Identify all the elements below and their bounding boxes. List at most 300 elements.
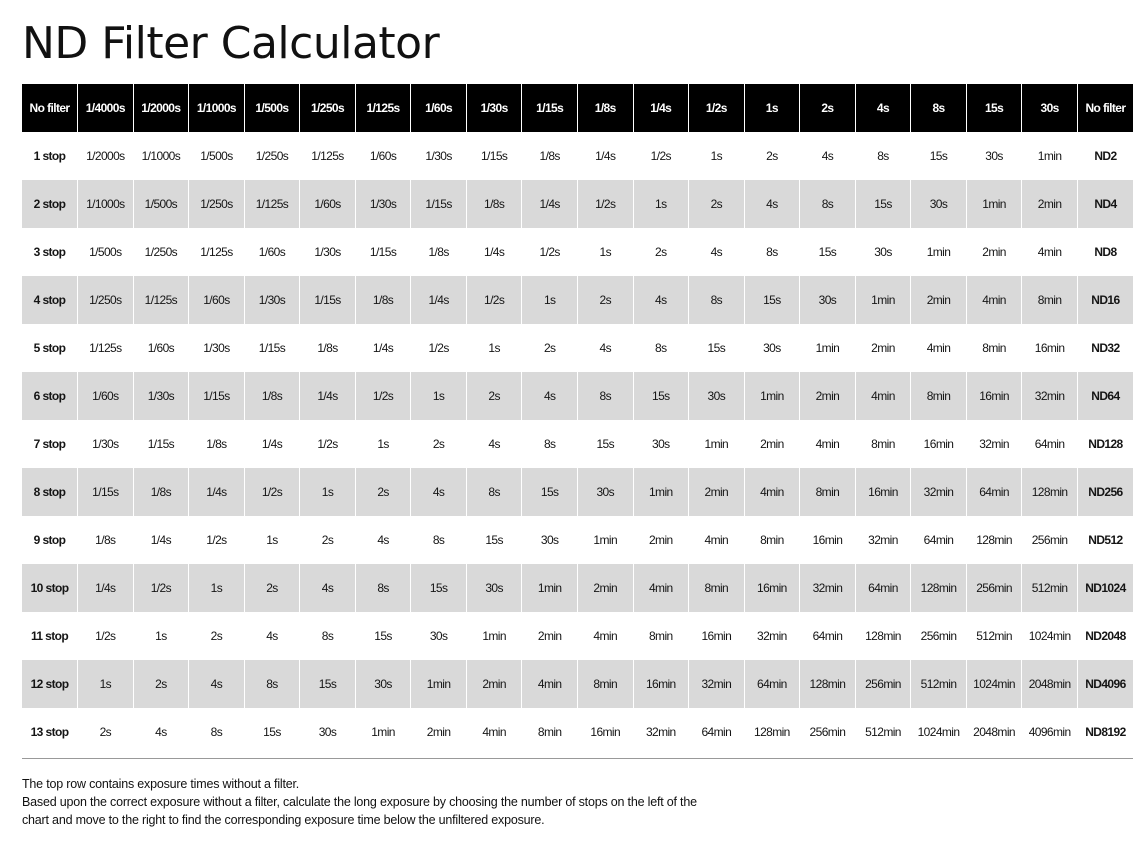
exposure-cell: 15s [855, 180, 911, 228]
exposure-cell: 4min [466, 708, 522, 756]
exposure-cell: 30s [411, 612, 467, 660]
exposure-cell: 8s [300, 612, 356, 660]
exposure-cell: 32min [744, 612, 800, 660]
exposure-cell: 15s [466, 516, 522, 564]
exposure-cell: 8s [855, 132, 911, 180]
exposure-cell: 30s [355, 660, 411, 708]
exposure-cell: 1/8s [411, 228, 467, 276]
table-body [22, 132, 1133, 756]
exposure-cell: 8s [189, 708, 245, 756]
exposure-cell: 1min [689, 420, 745, 468]
stop-label: 7 stop [22, 420, 78, 468]
exposure-cell: 16min [689, 612, 745, 660]
exposure-cell: 1/60s [189, 276, 245, 324]
exposure-cell: 64min [689, 708, 745, 756]
exposure-cell: 1/2s [355, 372, 411, 420]
exposure-cell: 1/500s [189, 132, 245, 180]
exposure-cell: 30s [522, 516, 578, 564]
exposure-cell: 1/125s [78, 324, 134, 372]
footnote [22, 775, 1022, 829]
exposure-cell: 30s [577, 468, 633, 516]
exposure-cell: 1/2s [244, 468, 300, 516]
exposure-cell: 1/15s [244, 324, 300, 372]
exposure-cell: 1s [633, 180, 689, 228]
exposure-cell: 2s [300, 516, 356, 564]
exposure-cell: 15s [522, 468, 578, 516]
exposure-cell: 15s [300, 660, 356, 708]
exposure-cell: 15s [244, 708, 300, 756]
exposure-cell: 2s [633, 228, 689, 276]
exposure-cell: 32min [689, 660, 745, 708]
exposure-cell: 8s [522, 420, 578, 468]
exposure-cell: 8s [466, 468, 522, 516]
table-row [22, 276, 1133, 324]
column-header: 1/60s [411, 84, 467, 132]
exposure-cell: 15s [355, 612, 411, 660]
nd-label: ND64 [1077, 372, 1133, 420]
exposure-cell: 1/125s [133, 276, 189, 324]
exposure-cell: 8s [633, 324, 689, 372]
exposure-cell: 16min [1022, 324, 1078, 372]
exposure-cell: 16min [744, 564, 800, 612]
exposure-cell: 128min [855, 612, 911, 660]
exposure-cell: 2s [466, 372, 522, 420]
stop-label: 10 stop [22, 564, 78, 612]
exposure-cell: 2s [689, 180, 745, 228]
column-header: 30s [1022, 84, 1078, 132]
exposure-cell: 2min [966, 228, 1022, 276]
stop-label: 2 stop [22, 180, 78, 228]
exposure-cell: 4s [355, 516, 411, 564]
exposure-cell: 16min [966, 372, 1022, 420]
exposure-cell: 1s [244, 516, 300, 564]
column-header: 1/250s [300, 84, 356, 132]
column-header: 15s [966, 84, 1022, 132]
exposure-cell: 1min [800, 324, 856, 372]
exposure-cell: 8min [966, 324, 1022, 372]
exposure-cell: 30s [966, 132, 1022, 180]
exposure-cell: 1/60s [244, 228, 300, 276]
exposure-cell: 4min [1022, 228, 1078, 276]
stop-label: 11 stop [22, 612, 78, 660]
footnote-line-2: Based upon the correct exposure without a filter, calculate the long exposure by choosing the number of stops on the left of the [22, 795, 697, 809]
table-row [22, 228, 1133, 276]
footnote-line-1: The top row contains exposure times without a filter. [22, 777, 300, 791]
exposure-cell: 4s [411, 468, 467, 516]
exposure-cell: 1/125s [300, 132, 356, 180]
exposure-cell: 4min [744, 468, 800, 516]
exposure-cell: 4min [577, 612, 633, 660]
exposure-cell: 1s [78, 660, 134, 708]
exposure-cell: 1/2s [633, 132, 689, 180]
exposure-cell: 2min [855, 324, 911, 372]
exposure-cell: 1s [466, 324, 522, 372]
column-header: 4s [855, 84, 911, 132]
exposure-cell: 4s [522, 372, 578, 420]
exposure-cell: 1/250s [133, 228, 189, 276]
exposure-cell: 2min [911, 276, 967, 324]
column-header: No filter [1077, 84, 1133, 132]
exposure-cell: 1/15s [133, 420, 189, 468]
exposure-cell: 1/8s [300, 324, 356, 372]
exposure-cell: 1/2s [189, 516, 245, 564]
exposure-cell: 16min [911, 420, 967, 468]
exposure-cell: 8min [689, 564, 745, 612]
table-row [22, 132, 1133, 180]
exposure-cell: 4s [633, 276, 689, 324]
exposure-cell: 1min [744, 372, 800, 420]
exposure-cell: 1/500s [133, 180, 189, 228]
exposure-cell: 1/2000s [78, 132, 134, 180]
exposure-cell: 2048min [1022, 660, 1078, 708]
exposure-cell: 2min [633, 516, 689, 564]
exposure-cell: 2s [78, 708, 134, 756]
nd-label: ND256 [1077, 468, 1133, 516]
column-header: 1/4000s [78, 84, 134, 132]
exposure-cell: 1/30s [78, 420, 134, 468]
exposure-cell: 1/1000s [133, 132, 189, 180]
exposure-cell: 32min [800, 564, 856, 612]
column-header: 1s [744, 84, 800, 132]
exposure-cell: 2min [1022, 180, 1078, 228]
exposure-cell: 1min [577, 516, 633, 564]
exposure-cell: 1min [522, 564, 578, 612]
exposure-cell: 1/15s [355, 228, 411, 276]
nd-label: ND1024 [1077, 564, 1133, 612]
exposure-cell: 8s [577, 372, 633, 420]
nd-label: ND4 [1077, 180, 1133, 228]
exposure-cell: 2min [577, 564, 633, 612]
exposure-cell: 4min [855, 372, 911, 420]
exposure-cell: 30s [855, 228, 911, 276]
exposure-cell: 1min [355, 708, 411, 756]
exposure-cell: 1/8s [78, 516, 134, 564]
exposure-cell: 32min [966, 420, 1022, 468]
column-header: 1/8s [577, 84, 633, 132]
exposure-cell: 1/250s [78, 276, 134, 324]
exposure-cell: 30s [689, 372, 745, 420]
exposure-cell: 8min [800, 468, 856, 516]
column-header: 1/4s [633, 84, 689, 132]
exposure-cell: 1min [1022, 132, 1078, 180]
table-row [22, 420, 1133, 468]
exposure-cell: 8s [744, 228, 800, 276]
exposure-cell: 4s [244, 612, 300, 660]
exposure-cell: 128min [1022, 468, 1078, 516]
exposure-cell: 4min [800, 420, 856, 468]
exposure-cell: 4min [966, 276, 1022, 324]
exposure-cell: 512min [855, 708, 911, 756]
exposure-cell: 1024min [966, 660, 1022, 708]
exposure-cell: 1/8s [466, 180, 522, 228]
exposure-cell: 1/8s [244, 372, 300, 420]
exposure-cell: 4min [633, 564, 689, 612]
exposure-cell: 1/4s [577, 132, 633, 180]
exposure-cell: 1/30s [133, 372, 189, 420]
exposure-cell: 8s [689, 276, 745, 324]
exposure-cell: 64min [800, 612, 856, 660]
exposure-cell: 4096min [1022, 708, 1078, 756]
exposure-cell: 30s [744, 324, 800, 372]
nd-label: ND2048 [1077, 612, 1133, 660]
exposure-cell: 1/2s [78, 612, 134, 660]
column-header: 1/500s [244, 84, 300, 132]
exposure-cell: 1/8s [522, 132, 578, 180]
exposure-cell: 64min [744, 660, 800, 708]
exposure-cell: 1/30s [411, 132, 467, 180]
exposure-cell: 1/500s [78, 228, 134, 276]
table-row [22, 708, 1133, 756]
nd-filter-table [22, 84, 1133, 756]
column-header: 1/15s [522, 84, 578, 132]
exposure-cell: 2min [744, 420, 800, 468]
nd-label: ND8192 [1077, 708, 1133, 756]
nd-label: ND16 [1077, 276, 1133, 324]
exposure-cell: 1min [855, 276, 911, 324]
exposure-cell: 2s [189, 612, 245, 660]
exposure-cell: 1024min [911, 708, 967, 756]
stop-label: 12 stop [22, 660, 78, 708]
exposure-cell: 8s [244, 660, 300, 708]
exposure-cell: 1/30s [244, 276, 300, 324]
exposure-cell: 1s [189, 564, 245, 612]
exposure-cell: 1s [133, 612, 189, 660]
exposure-cell: 2min [689, 468, 745, 516]
column-header: 8s [911, 84, 967, 132]
exposure-cell: 2s [244, 564, 300, 612]
exposure-cell: 16min [577, 708, 633, 756]
nd-label: ND32 [1077, 324, 1133, 372]
exposure-cell: 1/15s [78, 468, 134, 516]
column-header: 2s [800, 84, 856, 132]
exposure-cell: 1s [577, 228, 633, 276]
nd-label: ND512 [1077, 516, 1133, 564]
exposure-cell: 8min [1022, 276, 1078, 324]
exposure-cell: 2min [411, 708, 467, 756]
page-title: ND Filter Calculator [22, 18, 440, 69]
exposure-cell: 15s [633, 372, 689, 420]
exposure-cell: 8min [911, 372, 967, 420]
exposure-cell: 1min [466, 612, 522, 660]
exposure-cell: 32min [1022, 372, 1078, 420]
table-row [22, 324, 1133, 372]
exposure-cell: 128min [966, 516, 1022, 564]
exposure-cell: 8min [522, 708, 578, 756]
exposure-cell: 4s [300, 564, 356, 612]
exposure-cell: 1/2s [577, 180, 633, 228]
exposure-cell: 1/2s [522, 228, 578, 276]
exposure-cell: 1/4s [244, 420, 300, 468]
exposure-cell: 1/8s [189, 420, 245, 468]
stop-label: 4 stop [22, 276, 78, 324]
exposure-cell: 16min [800, 516, 856, 564]
exposure-cell: 8s [800, 180, 856, 228]
column-header: 1/30s [466, 84, 522, 132]
exposure-cell: 1s [689, 132, 745, 180]
exposure-cell: 1/4s [189, 468, 245, 516]
exposure-cell: 2min [800, 372, 856, 420]
exposure-cell: 1min [966, 180, 1022, 228]
exposure-cell: 1/60s [355, 132, 411, 180]
exposure-cell: 256min [911, 612, 967, 660]
exposure-cell: 1/2s [411, 324, 467, 372]
column-header: 1/2000s [133, 84, 189, 132]
exposure-cell: 15s [744, 276, 800, 324]
exposure-cell: 30s [800, 276, 856, 324]
stop-label: 1 stop [22, 132, 78, 180]
exposure-cell: 2s [133, 660, 189, 708]
exposure-cell: 8min [633, 612, 689, 660]
exposure-cell: 256min [800, 708, 856, 756]
exposure-cell: 2s [744, 132, 800, 180]
column-header: 1/2s [689, 84, 745, 132]
table-bottom-rule [22, 758, 1133, 759]
stop-label: 3 stop [22, 228, 78, 276]
exposure-cell: 1min [411, 660, 467, 708]
table-row [22, 612, 1133, 660]
exposure-cell: 256min [1022, 516, 1078, 564]
exposure-cell: 4min [689, 516, 745, 564]
exposure-cell: 256min [966, 564, 1022, 612]
exposure-cell: 256min [855, 660, 911, 708]
exposure-cell: 15s [577, 420, 633, 468]
exposure-cell: 4s [189, 660, 245, 708]
exposure-cell: 1/4s [466, 228, 522, 276]
nd-label: ND128 [1077, 420, 1133, 468]
footnote-line-3: chart and move to the right to find the corresponding exposure time below the unfiltered exposure. [22, 813, 545, 827]
exposure-cell: 1024min [1022, 612, 1078, 660]
exposure-cell: 4min [522, 660, 578, 708]
table-row [22, 516, 1133, 564]
exposure-cell: 1/4s [78, 564, 134, 612]
exposure-cell: 128min [911, 564, 967, 612]
exposure-cell: 32min [633, 708, 689, 756]
exposure-cell: 64min [911, 516, 967, 564]
table-row [22, 180, 1133, 228]
exposure-cell: 1/60s [133, 324, 189, 372]
exposure-cell: 1/2s [300, 420, 356, 468]
exposure-cell: 1/60s [300, 180, 356, 228]
exposure-cell: 15s [911, 132, 967, 180]
exposure-cell: 4s [133, 708, 189, 756]
exposure-cell: 2s [411, 420, 467, 468]
exposure-cell: 8s [355, 564, 411, 612]
exposure-cell: 4s [800, 132, 856, 180]
table-row [22, 372, 1133, 420]
exposure-cell: 2min [466, 660, 522, 708]
exposure-cell: 512min [911, 660, 967, 708]
exposure-cell: 4s [689, 228, 745, 276]
exposure-cell: 64min [966, 468, 1022, 516]
exposure-cell: 30s [466, 564, 522, 612]
exposure-cell: 1/60s [78, 372, 134, 420]
exposure-cell: 8s [411, 516, 467, 564]
exposure-cell: 1/125s [189, 228, 245, 276]
exposure-cell: 4s [577, 324, 633, 372]
exposure-cell: 1min [911, 228, 967, 276]
exposure-cell: 8min [577, 660, 633, 708]
exposure-cell: 512min [1022, 564, 1078, 612]
stop-label: 6 stop [22, 372, 78, 420]
nd-label: ND2 [1077, 132, 1133, 180]
stop-label: 9 stop [22, 516, 78, 564]
exposure-cell: 16min [855, 468, 911, 516]
exposure-cell: 1/2s [133, 564, 189, 612]
exposure-cell: 8min [855, 420, 911, 468]
exposure-cell: 2s [522, 324, 578, 372]
exposure-cell: 1/125s [244, 180, 300, 228]
exposure-cell: 512min [966, 612, 1022, 660]
column-header: No filter [22, 84, 78, 132]
exposure-cell: 1/2s [466, 276, 522, 324]
exposure-cell: 2048min [966, 708, 1022, 756]
exposure-cell: 1min [633, 468, 689, 516]
exposure-cell: 128min [744, 708, 800, 756]
stop-label: 8 stop [22, 468, 78, 516]
exposure-cell: 15s [411, 564, 467, 612]
exposure-cell: 2min [522, 612, 578, 660]
exposure-cell: 1s [522, 276, 578, 324]
exposure-cell: 1/15s [189, 372, 245, 420]
exposure-cell: 30s [633, 420, 689, 468]
exposure-cell: 15s [800, 228, 856, 276]
exposure-cell: 1/15s [300, 276, 356, 324]
exposure-cell: 1/4s [133, 516, 189, 564]
exposure-cell: 1/250s [244, 132, 300, 180]
exposure-cell: 1s [411, 372, 467, 420]
exposure-cell: 4s [744, 180, 800, 228]
exposure-cell: 1/4s [522, 180, 578, 228]
column-header: 1/1000s [189, 84, 245, 132]
exposure-cell: 1/15s [466, 132, 522, 180]
exposure-cell: 1/30s [300, 228, 356, 276]
exposure-cell: 1/30s [189, 324, 245, 372]
exposure-cell: 128min [800, 660, 856, 708]
exposure-cell: 1/1000s [78, 180, 134, 228]
stop-label: 5 stop [22, 324, 78, 372]
exposure-cell: 32min [911, 468, 967, 516]
exposure-cell: 1/4s [355, 324, 411, 372]
table-header-row [22, 84, 1133, 132]
table-row [22, 660, 1133, 708]
exposure-cell: 1/8s [355, 276, 411, 324]
exposure-cell: 15s [689, 324, 745, 372]
exposure-cell: 1/250s [189, 180, 245, 228]
exposure-cell: 1/4s [300, 372, 356, 420]
exposure-cell: 2s [577, 276, 633, 324]
exposure-cell: 30s [300, 708, 356, 756]
exposure-cell: 1/30s [355, 180, 411, 228]
nd-label: ND4096 [1077, 660, 1133, 708]
exposure-cell: 1/8s [133, 468, 189, 516]
exposure-cell: 32min [855, 516, 911, 564]
exposure-cell: 4s [466, 420, 522, 468]
exposure-cell: 1s [300, 468, 356, 516]
exposure-cell: 4min [911, 324, 967, 372]
nd-label: ND8 [1077, 228, 1133, 276]
column-header: 1/125s [355, 84, 411, 132]
exposure-cell: 1/4s [411, 276, 467, 324]
exposure-cell: 2s [355, 468, 411, 516]
exposure-cell: 64min [855, 564, 911, 612]
exposure-cell: 8min [744, 516, 800, 564]
exposure-cell: 30s [911, 180, 967, 228]
exposure-cell: 1/15s [411, 180, 467, 228]
table-row [22, 564, 1133, 612]
stop-label: 13 stop [22, 708, 78, 756]
exposure-cell: 64min [1022, 420, 1078, 468]
exposure-cell: 16min [633, 660, 689, 708]
